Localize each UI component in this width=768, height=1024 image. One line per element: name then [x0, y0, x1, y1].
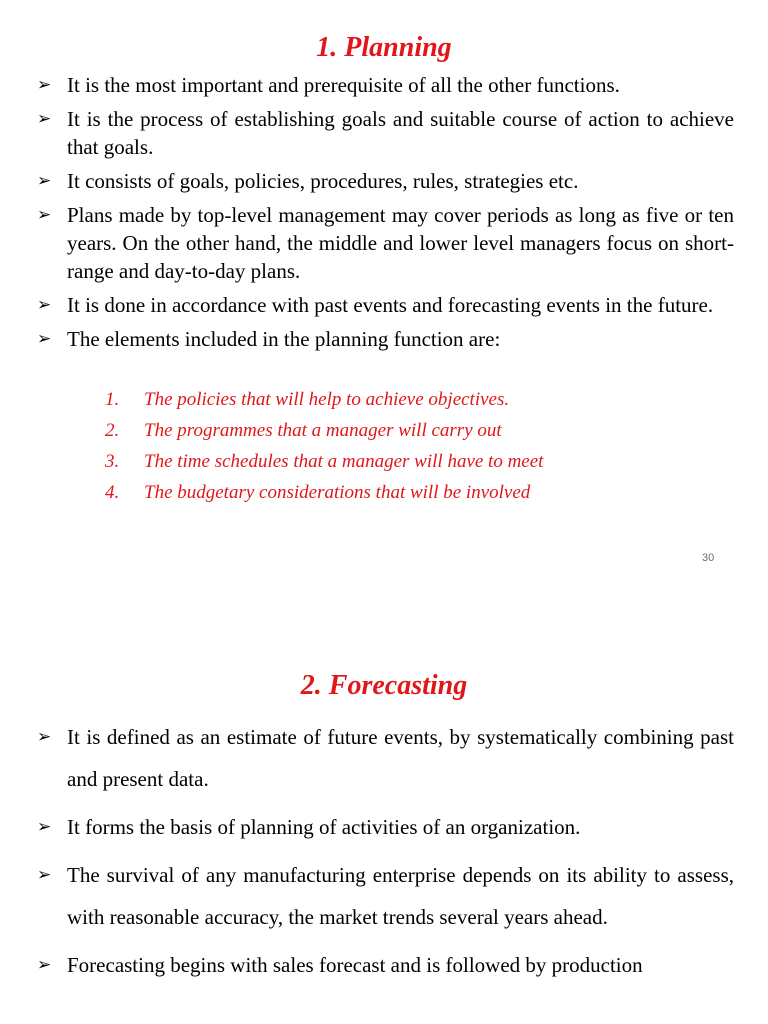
numbered-item	[0, 384, 768, 415]
list-item	[0, 716, 768, 800]
item-text: The time schedules that a manager will have to meet	[144, 451, 544, 472]
item-text: The budgetary considerations that will be involved	[144, 482, 531, 503]
item-number: 4.	[105, 482, 120, 503]
arrow-bullet-icon: ➢	[37, 817, 52, 837]
arrow-bullet-icon: ➢	[37, 865, 52, 885]
slide-title: 2. Forecasting	[300, 670, 468, 701]
bullet-text: It consists of goals, policies, procedures, rules, strategies etc.	[67, 169, 579, 193]
bullet-text: It is done in accordance with past events and forecasting events in the future.	[67, 293, 714, 317]
list-item	[0, 167, 768, 195]
arrow-bullet-icon: ➢	[37, 75, 52, 95]
list-item	[0, 71, 768, 99]
bullet-text: Plans made by top-level management may cover periods as long as five or ten years. On the other hand, the middle and lower level managers focus on short-range and day-to-day plans.	[67, 203, 734, 283]
slide-title: 1. Planning	[316, 32, 452, 63]
item-text: The programmes that a manager will carry out	[144, 420, 502, 441]
bullet-text: It forms the basis of planning of activities of an organization.	[67, 815, 581, 839]
arrow-bullet-icon: ➢	[37, 171, 52, 191]
arrow-bullet-icon: ➢	[37, 109, 52, 129]
arrow-bullet-icon: ➢	[37, 329, 52, 349]
numbered-item	[0, 477, 768, 508]
list-item	[0, 806, 768, 848]
arrow-bullet-icon: ➢	[37, 205, 52, 225]
page-number: 30	[702, 552, 715, 564]
bullet-text: It is the process of establishing goals and suitable course of action to achieve that goals.	[67, 107, 734, 159]
list-item	[0, 201, 768, 285]
slide-forecasting	[0, 640, 768, 1024]
numbered-item	[0, 415, 768, 446]
bullet-list	[0, 71, 768, 353]
bullet-text: It is the most important and prerequisite of all the other functions.	[67, 73, 620, 97]
arrow-bullet-icon: ➢	[37, 727, 52, 747]
item-number: 2.	[105, 420, 120, 441]
bullet-list	[0, 716, 768, 992]
list-item	[0, 291, 768, 319]
bullet-text: Forecasting begins with sales forecast and is followed by production	[67, 953, 643, 977]
arrow-bullet-icon: ➢	[37, 295, 52, 315]
bullet-text: It is defined as an estimate of future events, by systematically combining past and present data.	[67, 725, 734, 791]
list-item	[0, 105, 768, 161]
bullet-text: The survival of any manufacturing enterprise depends on its ability to assess, with reasonable accuracy, the market trends several years ahead.	[67, 863, 734, 929]
arrow-bullet-icon: ➢	[37, 955, 52, 975]
bullet-text: The elements included in the planning function are:	[67, 327, 501, 351]
numbered-item	[0, 446, 768, 477]
item-number: 1.	[105, 389, 120, 410]
planning-elements-list	[0, 384, 768, 508]
item-number: 3.	[105, 451, 120, 472]
list-item	[0, 325, 768, 353]
list-item	[0, 944, 768, 986]
item-text: The policies that will help to achieve objectives.	[144, 389, 510, 410]
list-item	[0, 854, 768, 938]
